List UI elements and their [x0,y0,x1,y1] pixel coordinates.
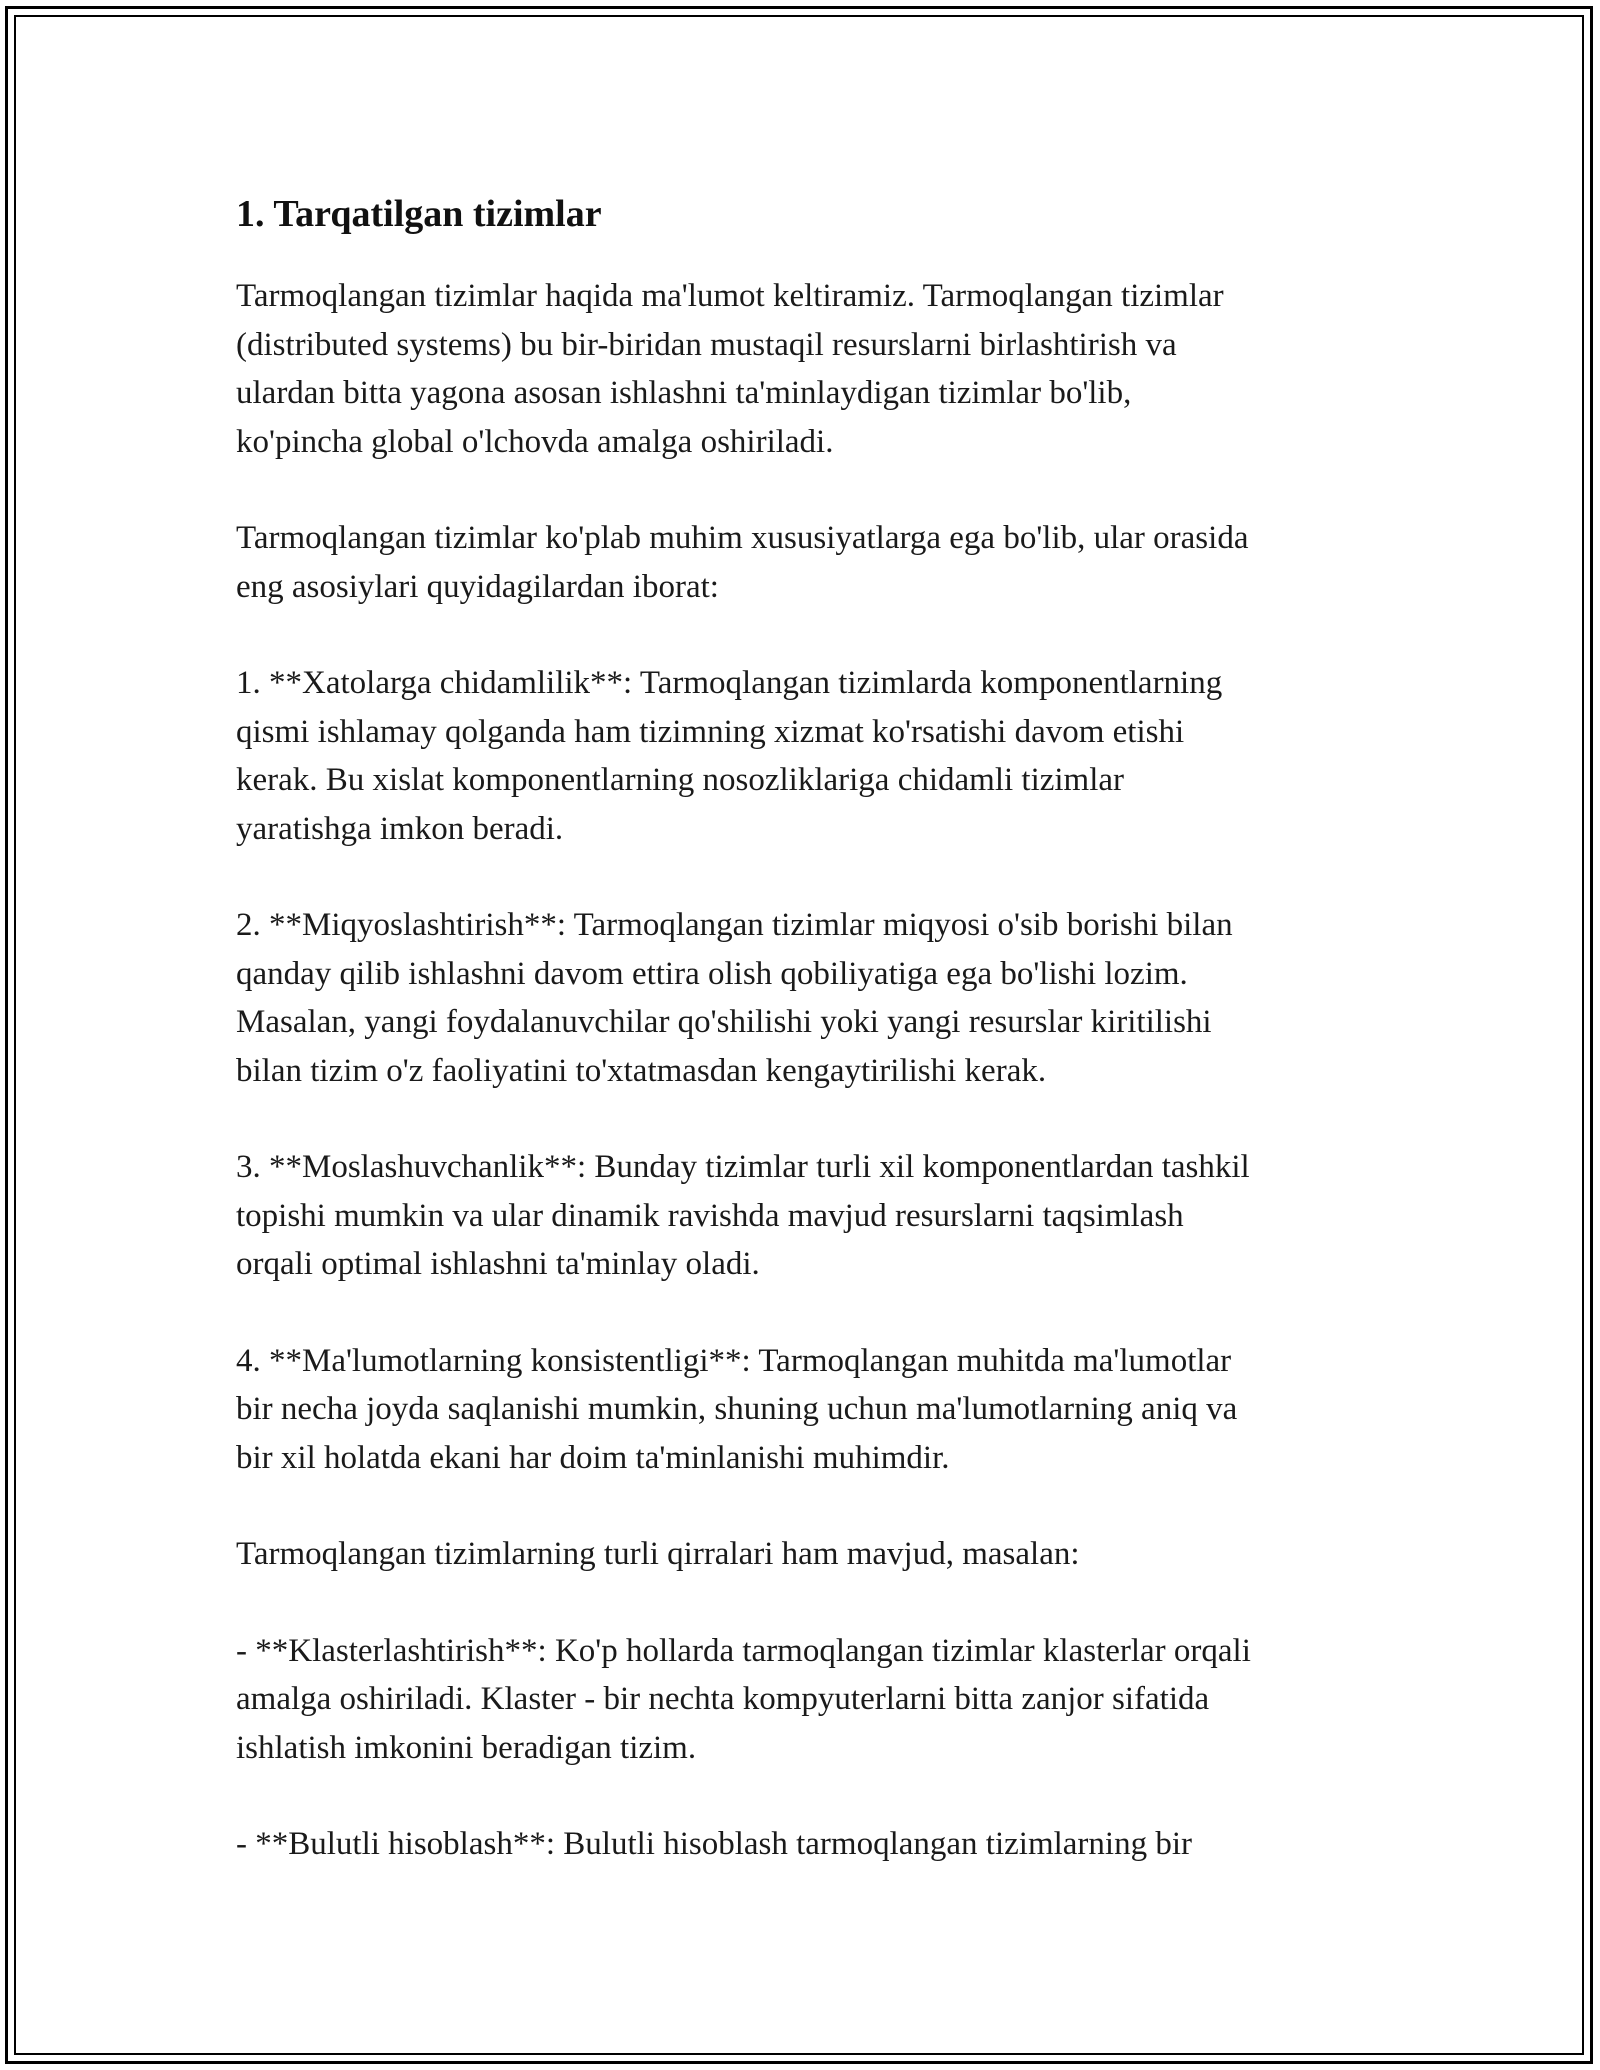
bullet-item-cloud-computing: - **Bulutli hisoblash**: Bulutli hisoblash tarmoqlangan tizimlarning bir [236,1826,1193,1862]
list-item-flexibility: 3. **Moslashuvchanlik**: Bunday tizimlar turli xil komponentlardan tashkil topishi mumkin va ular dinamik ravishda mavjud resurslarni taqsimlash orqali optimal ishlashni ta'minlay oladi. [236,1149,1250,1282]
document-body [236,190,1396,1917]
list-item-fault-tolerance: 1. **Xatolarga chidamlilik**: Tarmoqlangan tizimlarda komponentlarning qismi ishlamay qolganda ham tizimning xizmat ko'rsatishi davom etishi kerak. Bu xislat komponentlarning nosozliklariga chidamli tizimlar yaratishga imkon beradi. [236,665,1223,847]
list-item-scalability: 2. **Miqyoslashtirish**: Tarmoqlangan tizimlar miqyosi o'sib borishi bilan qanday qilib ishlashni davom ettira olish qobiliyatiga ega bo'lishi lozim. Masalan, yangi foydalanuvchilar qo'shilishi yoki yangi resurslar kiritilishi bilan tizim o'z faoliyatini to'xtatmasdan kengaytirilishi kerak. [236,907,1233,1089]
paragraph-properties-intro: Tarmoqlangan tizimlar ko'plab muhim xususiyatlarga ega bo'lib, ular orasida eng asosiylari quyidagilardan iborat: [236,520,1249,605]
paragraph-aspects-intro: Tarmoqlangan tizimlarning turli qirralari ham mavjud, masalan: [236,1536,1080,1572]
bullet-item-clustering: - **Klasterlashtirish**: Ko'p hollarda tarmoqlangan tizimlar klasterlar orqali amalga oshiriladi. Klaster - bir nechta kompyuterlarni bitta zanjor sifatida ishlatish imkonini beradigan tizim. [236,1632,1251,1766]
paragraph-intro: Tarmoqlangan tizimlar haqida ma'lumot keltiramiz. Tarmoqlangan tizimlar (distributed systems) bu bir-biridan mustaqil resurslarni birlashtirish va ulardan bitta yagona asosan ishlashni ta'minlaydigan tizimlar bo'lib, ko'pincha global o'lchovda amalga oshiriladi. [236,278,1224,460]
list-item-data-consistency: 4. **Ma'lumotlarning konsistentligi**: Tarmoqlangan muhitda ma'lumotlar bir necha joyda saqlanishi mumkin, shuning uchun ma'lumotlarning aniq va bir xil holatda ekani har doim ta'minlanishi muhimdir. [236,1342,1238,1476]
document-title: 1. Tarqatilgan tizimlar [236,193,602,235]
